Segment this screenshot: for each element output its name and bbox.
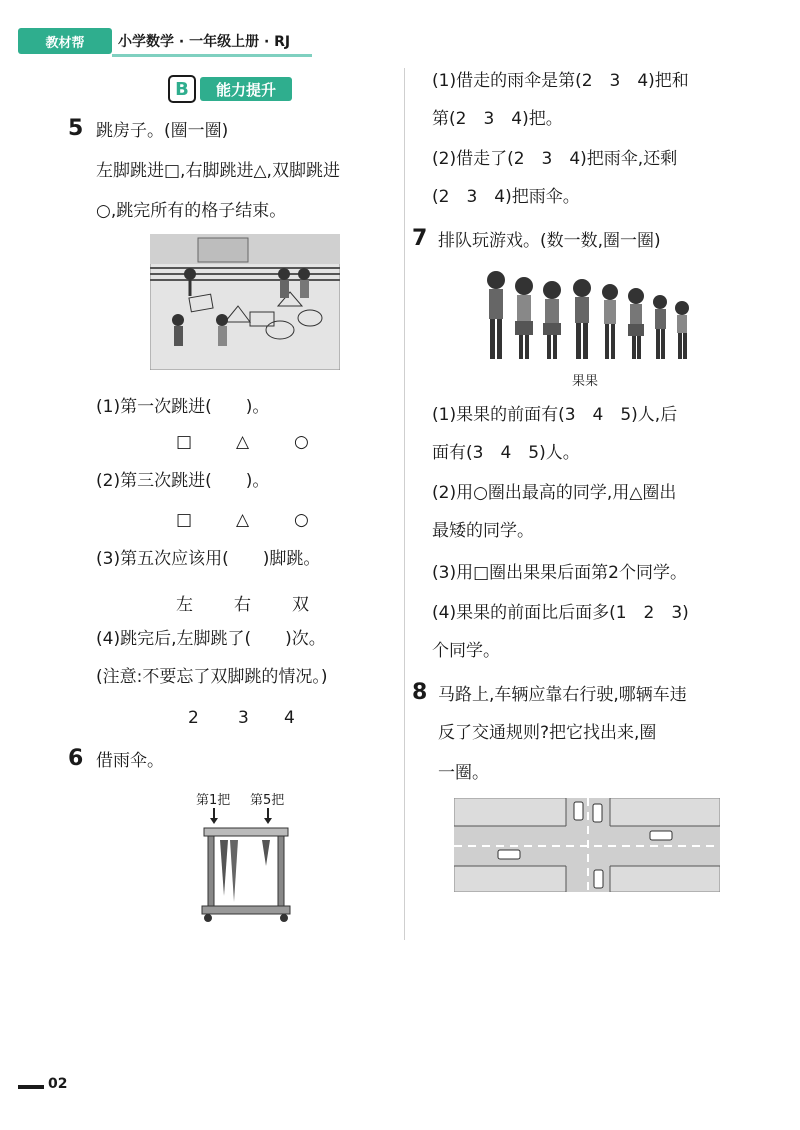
question-text: 左脚跳进□,右脚跳进△,双脚跳进 — [96, 161, 340, 181]
question-title: 借雨伞。 — [96, 751, 164, 771]
sub-question: 最矮的同学。 — [432, 521, 534, 541]
question-text: 马路上,车辆应靠右行驶,哪辆车违 — [438, 685, 687, 705]
queue-illustration — [482, 262, 694, 368]
option[interactable]: 2 — [188, 708, 199, 728]
option[interactable]: ○ — [294, 510, 309, 530]
note: (注意:不要忘了双脚跳的情况。) — [96, 667, 328, 687]
umbrella-label-first: 第1把 — [196, 793, 231, 808]
option[interactable]: △ — [236, 510, 250, 530]
section-letter-badge: B — [168, 75, 196, 103]
question-title: 排队玩游戏。(数一数,圈一圈) — [438, 231, 661, 251]
option[interactable]: 双 — [292, 595, 309, 615]
sub-question: (3)第五次应该用( )脚跳。 — [96, 549, 321, 569]
hopscotch-illustration — [150, 234, 340, 370]
umbrella-label-fifth: 第5把 — [250, 793, 285, 808]
question-text: ○,跳完所有的格子结束。 — [96, 201, 287, 221]
sub-question: (1)果果的前面有(3 4 5)人,后 — [432, 405, 678, 425]
option[interactable]: 右 — [234, 595, 251, 615]
sub-question: (2 3 4)把雨伞。 — [432, 187, 580, 207]
sub-question: 面有(3 4 5)人。 — [432, 443, 580, 463]
section-title: 能力提升 — [200, 77, 292, 101]
question-title: 跳房子。(圈一圈) — [96, 121, 229, 141]
umbrella-stand-illustration — [196, 806, 296, 922]
question-text: 一圈。 — [438, 763, 489, 783]
footer-dash — [18, 1085, 44, 1089]
brand-tag: 教材帮 — [18, 28, 112, 54]
sub-question: (1)第一次跳进( )。 — [96, 397, 270, 417]
option[interactable]: □ — [176, 432, 193, 452]
sub-question: 第(2 3 4)把。 — [432, 109, 563, 129]
sub-question: (4)跳完后,左脚跳了( )次。 — [96, 629, 326, 649]
option[interactable]: ○ — [294, 432, 309, 452]
option[interactable]: 3 — [238, 708, 249, 728]
option[interactable]: 4 — [284, 708, 295, 728]
header-underline — [112, 54, 312, 57]
child-label: 果果 — [572, 374, 599, 389]
column-divider — [404, 68, 405, 940]
sub-question: (4)果果的前面比后面多(1 2 3) — [432, 603, 689, 623]
question-text: 反了交通规则?把它找出来,圈 — [438, 723, 657, 743]
sub-question: (2)借走了(2 3 4)把雨伞,还剩 — [432, 149, 678, 169]
question-number: 6 — [68, 746, 84, 771]
book-title: 小学数学 · 一年级上册 · RJ — [118, 34, 291, 50]
sub-question: (2)第三次跳进( )。 — [96, 471, 270, 491]
sub-question: (3)用□圈出果果后面第2个同学。 — [432, 563, 687, 583]
question-number: 8 — [412, 680, 428, 705]
page-number: 02 — [48, 1076, 68, 1092]
sub-question: 个同学。 — [432, 641, 500, 661]
road-intersection-illustration — [454, 798, 720, 892]
question-number: 5 — [68, 116, 84, 141]
option[interactable]: □ — [176, 510, 193, 530]
sub-question: (2)用○圈出最高的同学,用△圈出 — [432, 483, 677, 503]
option[interactable]: △ — [236, 432, 250, 452]
sub-question: (1)借走的雨伞是第(2 3 4)把和 — [432, 71, 689, 91]
question-number: 7 — [412, 226, 428, 251]
option[interactable]: 左 — [176, 595, 193, 615]
